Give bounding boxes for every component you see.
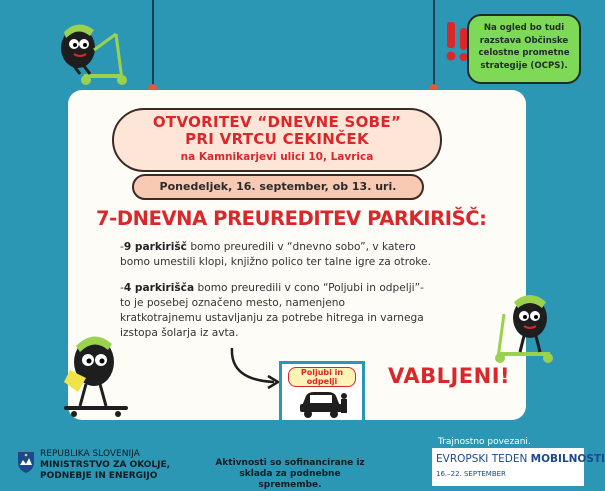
list-item: -4 parkirišča bomo preuredili v cono “Poljubi in odpelji”- to je posebej označeno mesto, namenjeno kratkotrajnemu ustavljanju za potrebe hitrega in varnega izstopa šolarja iz avta.	[120, 282, 424, 339]
mascot-scooter-icon	[50, 10, 140, 90]
hanging-string-left	[152, 0, 154, 90]
poljubi-sign-label: Poljubi in odpelji	[288, 367, 356, 387]
car-sign-icon	[296, 384, 352, 420]
event-title-line2: PRI VRTCU CEKINČEK	[185, 130, 369, 148]
slovenia-coat-of-arms-icon	[16, 450, 36, 474]
event-title-line1: OTVORITEV “DNEVNE SOBE”	[152, 113, 402, 131]
hanging-string-right	[433, 0, 435, 90]
emw-tagline: Trajnostno povezani.	[438, 437, 531, 447]
event-date: Ponedeljek, 16. september, ob 13. uri.	[132, 174, 424, 200]
arrow-icon	[226, 346, 286, 390]
funding-note: Aktivnosti so sofinancirane iz sklada za podnebne spremembe.	[215, 458, 365, 490]
mascot-skateboard-icon	[56, 326, 136, 418]
emw-dates: 16.–22. SEPTEMBER	[436, 470, 506, 478]
event-location: na Kamnikarjevi ulici 10, Lavrica	[180, 151, 374, 163]
invite-text: VABLJENI!	[388, 364, 511, 388]
list-item: -9 parkirišč bomo preuredili v “dnevno sobo”, v katero bomo umestili klopi, knjižno polico ter talne igre za otroke.	[120, 241, 431, 268]
event-title-pill	[112, 108, 442, 172]
mascot-scooter-icon	[490, 288, 582, 368]
poljubi-sign	[279, 361, 365, 423]
ministry-logo-text: REPUBLIKA SLOVENIJA MINISTRSTVO ZA OKOLJE, PODNEBJE IN ENERGIJO	[40, 449, 171, 481]
emw-logo: EVROPSKI TEDEN MOBILNOSTI 16.–22. SEPTEMBER	[432, 448, 584, 486]
parking-heading: 7-DNEVNA PREUREDITEV PARKIRIŠČ:	[96, 207, 487, 230]
exhibition-note: Na ogled bo tudi razstava Občinske celostne prometne strategije (OCPS).	[467, 14, 581, 84]
